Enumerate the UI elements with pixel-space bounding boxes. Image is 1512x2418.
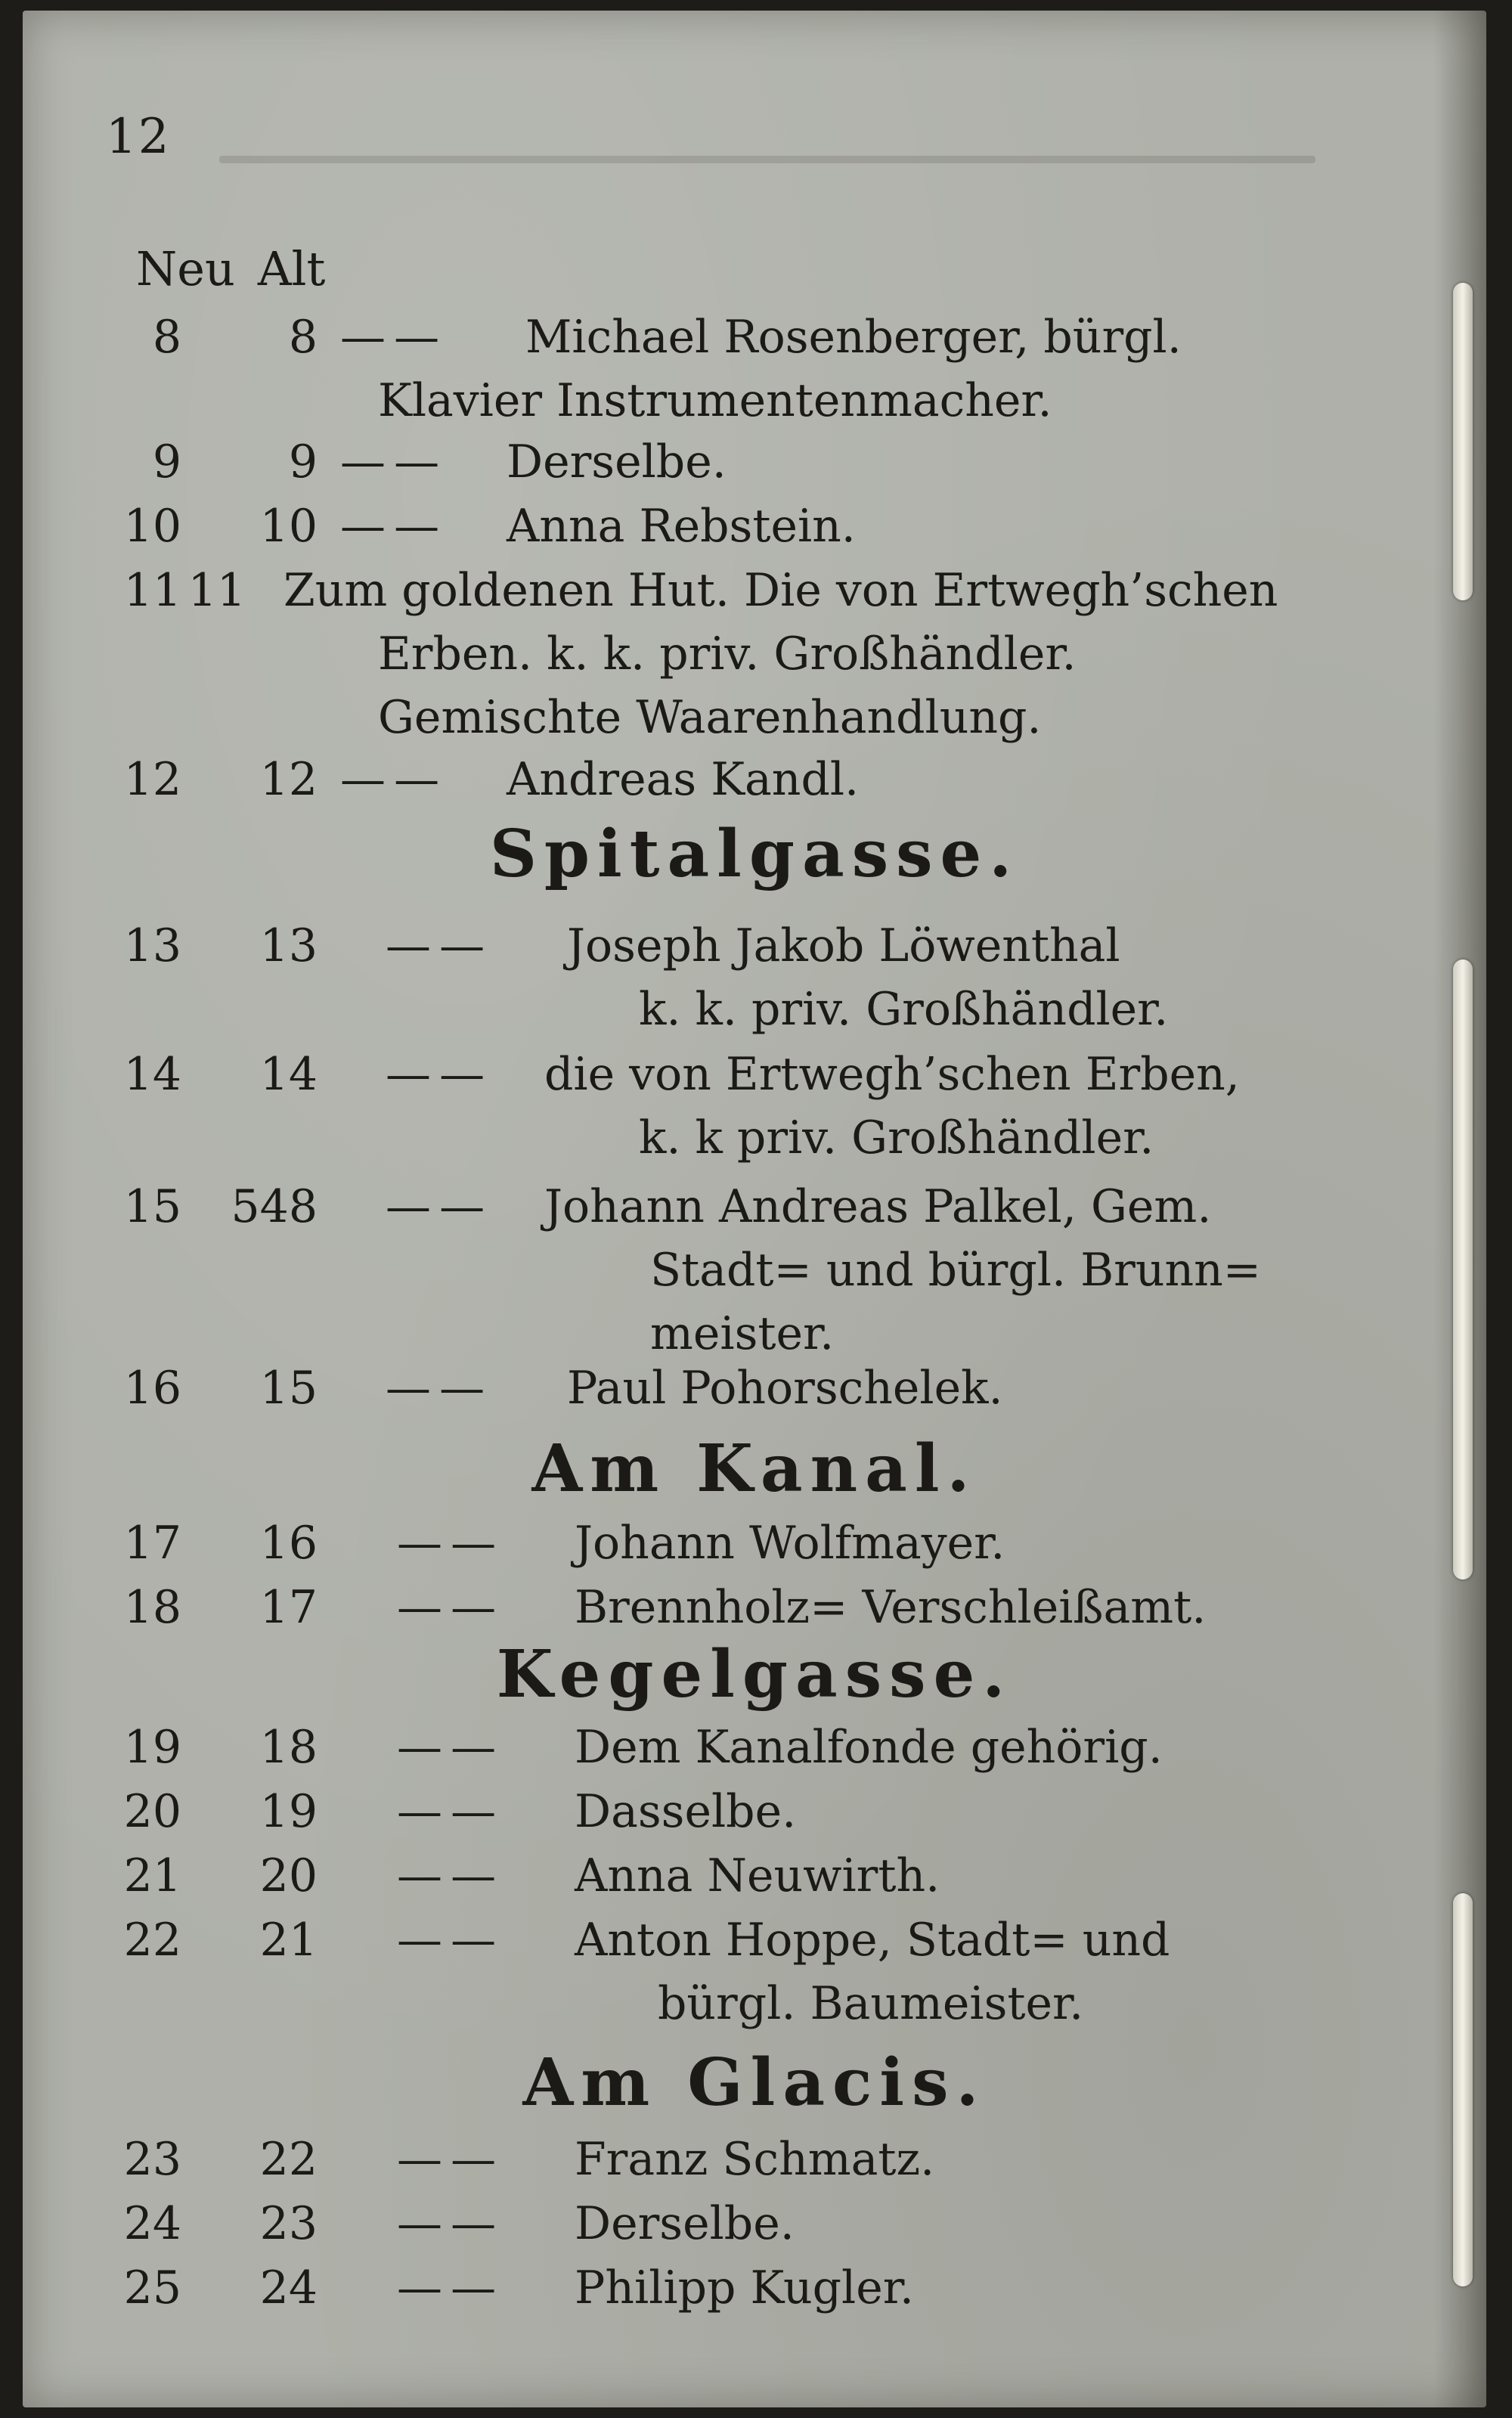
house-number-old: 16 (259, 1517, 318, 1570)
house-number-old: 22 (259, 2133, 318, 2186)
dash-separator: — — (386, 919, 482, 972)
house-number-new: 14 (123, 1048, 181, 1101)
entry-line: Dasselbe. (575, 1785, 797, 1838)
section-heading: Spitalgasse. (489, 816, 1020, 892)
dash-separator: — — (386, 1362, 482, 1415)
entry-line: Anna Neuwirth. (575, 1849, 940, 1902)
house-number-new: 13 (123, 919, 181, 972)
house-number-new: 20 (123, 1785, 181, 1838)
house-number-new: 17 (123, 1517, 181, 1570)
house-number-old: 18 (259, 1721, 318, 1774)
entry-line: Franz Schmatz. (575, 2133, 935, 2186)
entry-line: Derselbe. (575, 2197, 795, 2250)
entry-line: Anton Hoppe, Stadt= und (575, 1914, 1170, 1967)
entry-line: Joseph Jakob Löwenthal (567, 919, 1120, 972)
entry-line: meister. (650, 1307, 835, 1360)
dash-separator: — — (397, 1849, 494, 1902)
dash-separator: — — (397, 2261, 494, 2314)
house-number-new: 15 (123, 1180, 181, 1233)
dash-separator: — — (397, 1914, 494, 1967)
house-number-old: 15 (259, 1362, 318, 1415)
house-number-new: 11 (123, 564, 181, 617)
entry-line: Zum goldenen Hut. Die von Ertwegh’schen (284, 564, 1278, 617)
header-rule (219, 156, 1315, 163)
house-number-old: 12 (259, 753, 318, 806)
entry-line: Derselbe. (507, 436, 727, 488)
column-header-new: Neu (136, 241, 235, 296)
entry-line: Paul Pohorschelek. (567, 1362, 1003, 1415)
entry-line: Stadt= und bürgl. Brunn= (650, 1244, 1262, 1297)
entry-line: k. k priv. Großhändler. (639, 1111, 1154, 1164)
house-number-old: 24 (259, 2261, 318, 2314)
entry-line: Gemischte Waarenhandlung. (378, 691, 1042, 744)
house-number-new: 18 (123, 1581, 181, 1634)
entry-line: Klavier Instrumentenmacher. (378, 374, 1052, 427)
binding-thread (1453, 283, 1473, 600)
dash-separator: — — (386, 1180, 482, 1233)
house-number-old: 20 (259, 1849, 318, 1902)
house-number-new: 9 (152, 436, 181, 488)
entry-line: Brennholz= Verschleißamt. (575, 1581, 1207, 1634)
dash-separator: — — (340, 436, 437, 488)
entry-line: Philipp Kugler. (575, 2261, 914, 2314)
section-heading: Am Glacis. (522, 2044, 987, 2121)
house-number-new: 19 (123, 1721, 181, 1774)
dash-separator: — — (397, 2197, 494, 2250)
dash-separator: — — (340, 753, 437, 806)
house-number-new: 25 (123, 2261, 181, 2314)
house-number-new: 24 (123, 2197, 181, 2250)
house-number-new: 16 (123, 1362, 181, 1415)
dash-separator: — — (386, 1048, 482, 1101)
house-number-new: 21 (123, 1849, 181, 1902)
dash-separator: — — (397, 1721, 494, 1774)
column-headers (136, 241, 348, 296)
entry-line: Erben. k. k. priv. Großhändler. (378, 628, 1077, 680)
house-number-new: 8 (152, 311, 181, 364)
dash-separator: — — (397, 1785, 494, 1838)
house-number-new: 10 (123, 500, 181, 553)
house-number-new: 12 (123, 753, 181, 806)
house-number-old: 17 (259, 1581, 318, 1634)
dash-separator: — — (340, 311, 437, 364)
dash-separator: — — (397, 2133, 494, 2186)
page-number: 12 (106, 109, 171, 165)
entry-line: k. k. priv. Großhändler. (639, 983, 1169, 1036)
dash-separator: — — (397, 1581, 494, 1634)
entry-line: Anna Rebstein. (507, 500, 856, 553)
entry-line: Michael Rosenberger, bürgl. (525, 311, 1182, 364)
column-header-old: Alt (257, 241, 326, 296)
house-number-new: 23 (123, 2133, 181, 2186)
book-page (23, 11, 1486, 2407)
house-number-old: 21 (259, 1914, 318, 1967)
dash-separator: — — (397, 1517, 494, 1570)
entry-line: die von Ertwegh’schen Erben, (544, 1048, 1240, 1101)
entry-line: Johann Wolfmayer. (575, 1517, 1005, 1570)
house-number-old: 11 (187, 564, 246, 617)
entry-line: Dem Kanalfonde gehörig. (575, 1721, 1163, 1774)
section-heading: Kegelgasse. (496, 1636, 1013, 1713)
house-number-old: 10 (259, 500, 318, 553)
entry-line: bürgl. Baumeister. (658, 1977, 1084, 2030)
entry-line: Johann Andreas Palkel, Gem. (544, 1180, 1212, 1233)
section-heading: Am Kanal. (531, 1431, 978, 1507)
house-number-old: 9 (288, 436, 318, 488)
house-number-old: 14 (259, 1048, 318, 1101)
house-number-old: 13 (259, 919, 318, 972)
house-number-old: 8 (288, 311, 318, 364)
dash-separator: — — (340, 500, 437, 553)
house-number-old: 23 (259, 2197, 318, 2250)
house-number-old: 548 (231, 1180, 318, 1233)
entry-line: Andreas Kandl. (507, 753, 860, 806)
house-number-old: 19 (259, 1785, 318, 1838)
house-number-new: 22 (123, 1914, 181, 1967)
